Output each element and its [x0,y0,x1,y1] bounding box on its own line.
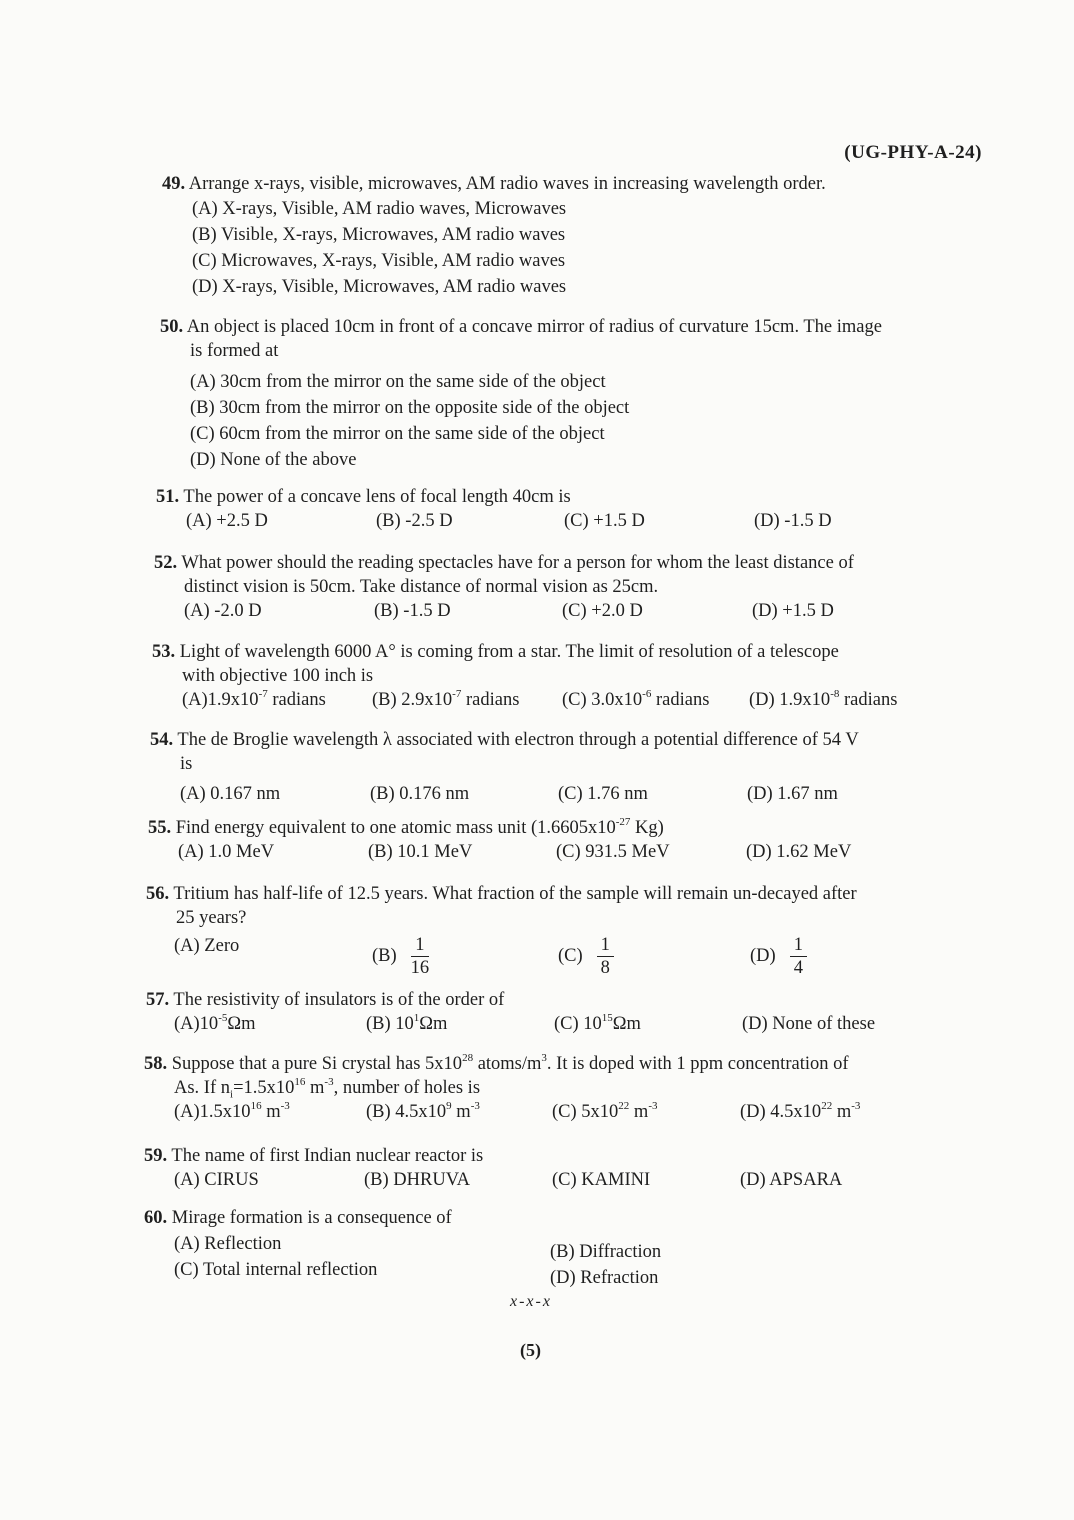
option-a: (A) 1.0 MeV [178,842,275,862]
option-a: (A) -2.0 D [184,601,262,621]
options-row [148,840,978,870]
question-number: 60. [144,1208,168,1228]
option-a: (A) CIRUS [174,1170,259,1190]
options-row [152,688,982,718]
option-c: (C) Microwaves, X-rays, Visible, AM radio waves [192,251,566,271]
end-mark: x-x-x [510,1293,552,1310]
question-number: 59. [144,1146,168,1166]
options-row [154,599,984,629]
option-d: (D) $\frac{1}{4}$ [750,934,807,979]
question-number: 50. [160,317,184,337]
question-49 [162,172,952,300]
option-a: (A) +2.5 D [186,511,268,531]
question-stem [144,1052,984,1076]
option-b: (B) $4.5x10^9$ $m^{-3}$ [366,1100,480,1122]
question-text: Suppose that a pure Si crystal has $5x10^{28}$ atoms/$m^3$. It is doped with 1 ppm concentration of [171,1052,849,1074]
option-d: (D) $4.5x10^{22}$ $m^{-3}$ [740,1100,861,1122]
option-a: $(A)1.5x10^{16}$ $m^{-3}$ [174,1100,290,1122]
question-text: Light of wavelength 6000 A° is coming from a star. The limit of resolution of a telescope [179,642,839,662]
question-number: 54. [150,730,174,750]
question-number: 57. [146,990,170,1010]
question-text-cont: distinct vision is 50cm. Take distance of normal vision as 25cm. [184,577,659,597]
question-stem [144,1206,974,1230]
question-53 [152,640,982,718]
option-c: (C) 931.5 MeV [556,842,670,862]
question-text: An object is placed 10cm in front of a concave mirror of radius of curvature 15cm. The image [186,317,882,337]
question-52 [154,551,984,629]
option-b: (B) -2.5 D [376,511,453,531]
option-b: (B) $2.9x10^{-7}$ radians [372,688,520,710]
question-stem [146,988,976,1012]
options-grid [144,1230,974,1286]
question-stem [148,816,978,840]
question-number: 55. [148,818,172,838]
option-d: (D) 1.67 nm [747,784,838,804]
question-stem [154,551,984,575]
option-d: (D) +1.5 D [752,601,834,621]
options-row [156,509,986,539]
paper-code: (UG-PHY-A-24) [844,142,982,163]
question-54 [150,728,980,812]
option-a: (A) 0.167 nm [180,784,281,804]
question-text: The de Broglie wavelength λ associated with electron through a potential difference of 54 V [177,730,859,750]
question-text: Find energy equivalent to one atomic mass unit ($1.6605x10^{-27}$ Kg) [175,816,664,838]
question-text: Tritium has half-life of 12.5 years. What fraction of the sample will remain un-decayed after [173,884,857,904]
option-d: (D) None of the above [190,450,357,470]
options-row [150,782,980,812]
question-text-cont: 25 years? [176,908,247,928]
question-number: 52. [154,553,178,573]
options-row [146,930,976,986]
option-c: (C) $10^{15}\Omega m$ [554,1012,641,1034]
options-row [146,1012,976,1042]
option-c: (C) $\frac{1}{8}$ [558,934,614,979]
question-text-cont: with objective 100 inch is [182,666,374,686]
question-text: Mirage formation is a consequence of [171,1208,452,1228]
option-b: (B) $10^1\Omega m$ [366,1012,448,1034]
fraction: $\frac{1}{4}$ [790,934,807,979]
question-60 [144,1206,974,1286]
question-stem [144,1144,974,1168]
page-number: (5) [520,1340,541,1360]
question-text: The power of a concave lens of focal length 40cm is [183,487,571,507]
option-b: (B) Visible, X-rays, Microwaves, AM radio waves [192,225,566,245]
option-c: (C) +2.0 D [562,601,643,621]
option-b: (B) Diffraction [550,1242,662,1262]
option-c: (C) 60cm from the mirror on the same side of the object [190,424,605,444]
option-d: (D) 1.62 MeV [746,842,852,862]
option-a: (A) X-rays, Visible, AM radio waves, Microwaves [192,199,567,219]
option-a: $(A)10^{-5}\Omega m$ [174,1012,256,1034]
question-number: 58. [144,1054,168,1074]
option-d: (D) X-rays, Visible, Microwaves, AM radio waves [192,277,567,297]
question-55 [148,816,978,870]
option-d: (D) $1.9x10^{-8}$ radians [749,688,898,710]
option-c: (C) 1.76 nm [558,784,648,804]
option-d: (D) -1.5 D [754,511,832,531]
option-b: (B) 0.176 nm [370,784,470,804]
option-b: (B) 10.1 MeV [368,842,473,862]
question-stem [150,728,980,752]
question-text-cont: is [180,754,193,774]
question-text: The resistivity of insulators is of the order of [173,990,505,1010]
question-text-cont: As. If $n_i=1.5x10^{16}$ $m^{-3}$, number of holes is [174,1076,481,1101]
question-text-cont: is formed at [190,341,279,361]
question-stem [162,172,952,196]
question-57 [146,988,976,1042]
option-c: (C) $3.0x10^{-6}$ radians [562,688,710,710]
question-text: What power should the reading spectacles have for a person for whom the least distance of [181,553,854,573]
option-a: (A) Reflection [174,1234,282,1254]
question-stem [160,315,990,339]
option-c: (C) $5x10^{22}$ $m^{-3}$ [552,1100,658,1122]
question-text: The name of first Indian nuclear reactor is [171,1146,484,1166]
option-b: (B) 30cm from the mirror on the opposite side of the object [190,398,630,418]
question-text: Arrange x-rays, visible, microwaves, AM radio waves in increasing wavelength order. [188,174,826,194]
option-b: (B) -1.5 D [374,601,451,621]
option-a: (A) 30cm from the mirror on the same side of the object [190,372,606,392]
fraction: $\frac{1}{16}$ [410,935,430,978]
option-b: (B) DHRUVA [364,1170,471,1190]
options-row [144,1168,974,1198]
option-d: (D) Refraction [550,1268,659,1288]
question-stem [156,485,986,509]
question-59 [144,1144,974,1198]
question-number: 49. [162,174,186,194]
option-c: (C) KAMINI [552,1170,651,1190]
question-stem [146,882,976,906]
question-number: 53. [152,642,176,662]
option-d: (D) None of these [742,1014,876,1034]
options-row [144,1100,984,1130]
option-d: (D) APSARA [740,1170,843,1190]
option-a: (A) Zero [174,936,240,956]
question-50 [160,315,990,473]
question-number: 56. [146,884,170,904]
fraction: $\frac{1}{8}$ [597,934,614,979]
question-56 [146,882,976,986]
question-51 [156,485,986,539]
question-stem [152,640,982,664]
option-a: $(A)1.9x10^{-7}$ radians [182,688,326,710]
question-number: 51. [156,487,180,507]
option-b: (B) $\frac{1}{16}$ [372,935,430,978]
question-58 [144,1052,984,1130]
option-c: (C) Total internal reflection [174,1260,378,1280]
option-c: (C) +1.5 D [564,511,645,531]
